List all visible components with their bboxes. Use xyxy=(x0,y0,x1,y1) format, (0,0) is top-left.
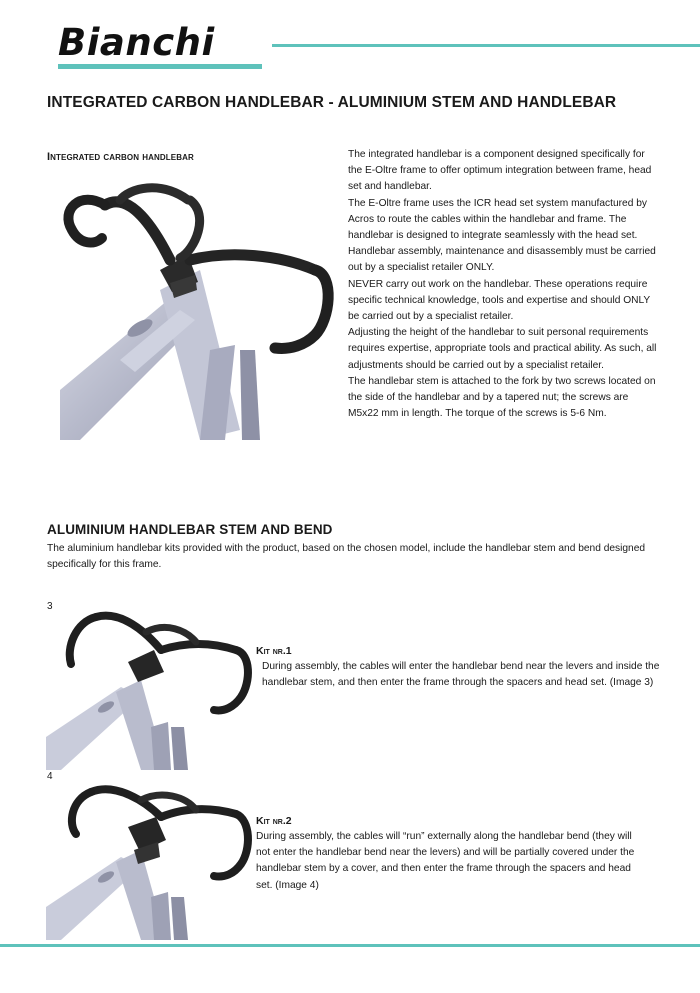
kit2-title: Kit nr.2 xyxy=(256,815,292,827)
kit1-handlebar-image xyxy=(46,602,256,770)
logo-wordmark: Bianchi xyxy=(58,21,215,64)
section2-title: ALUMINIUM HANDLEBAR STEM AND BEND xyxy=(47,522,333,537)
kit1-text: During assembly, the cables will enter the handlebar bend near the levers and inside the handlebar stem, and then enter the frame through the spacers and head set. (Image 3) xyxy=(262,661,660,689)
footer-divider xyxy=(0,944,700,947)
kit1-title: Kit nr.1 xyxy=(256,645,292,657)
page-title: INTEGRATED CARBON HANDLEBAR - ALUMINIUM STEM AND HANDLEBAR xyxy=(47,94,617,111)
section1-paragraph: The integrated handlebar is a component designed specifically for the E-Oltre frame to offer optimum integration between frame, head set and handlebar. xyxy=(348,149,652,193)
section2-intro: The aluminium handlebar kits provided with the product, based on the chosen model, include the handlebar stem and bend designed specifically for this frame. xyxy=(47,543,646,570)
section1-paragraph: The E-Oltre frame uses the ICR head set system manufactured by Acros to route the cables within the handlebar and frame. The handlebar is designed to integrate seamlessly with the head set. Handlebar assembly, maintenance and disassembly must be carried out by a specialist retailer ONLY. xyxy=(348,197,656,274)
header-divider xyxy=(272,44,700,47)
kit2-handlebar-image xyxy=(46,772,256,940)
section1-text xyxy=(348,147,660,422)
bianchi-logo xyxy=(58,21,262,70)
image-3-label: 3 xyxy=(47,601,53,612)
section1-paragraph: NEVER carry out work on the handlebar. These operations require specific technical knowledge, tools and expertise and should ONLY be carried out by a specialist retailer. xyxy=(348,278,651,323)
section1-paragraph: Adjusting the height of the handlebar to suit personal requirements requires expertise, appropriate tools and practical ability. As such, all adjustments should be carried out by a specialist retailer. xyxy=(348,327,657,371)
integrated-handlebar-image xyxy=(60,160,340,440)
image-4-label: 4 xyxy=(47,771,53,782)
kit2-text: During assembly, the cables will “run” externally along the handlebar bend (they will not enter the handlebar bend near the levers) and will be partially covered under the handlebar stem by a cover, and then enter the frame through the spacers and head set. (Image 4) xyxy=(256,831,635,891)
logo-underline xyxy=(58,64,262,69)
section1-paragraph: The handlebar stem is attached to the fork by two screws located on the side of the handlebar and by a tapered nut; the screws are M5x22 mm in length. The torque of the screws is 5-6 Nm. xyxy=(348,375,656,420)
section1-subtitle: Integrated carbon handlebar xyxy=(47,151,194,163)
